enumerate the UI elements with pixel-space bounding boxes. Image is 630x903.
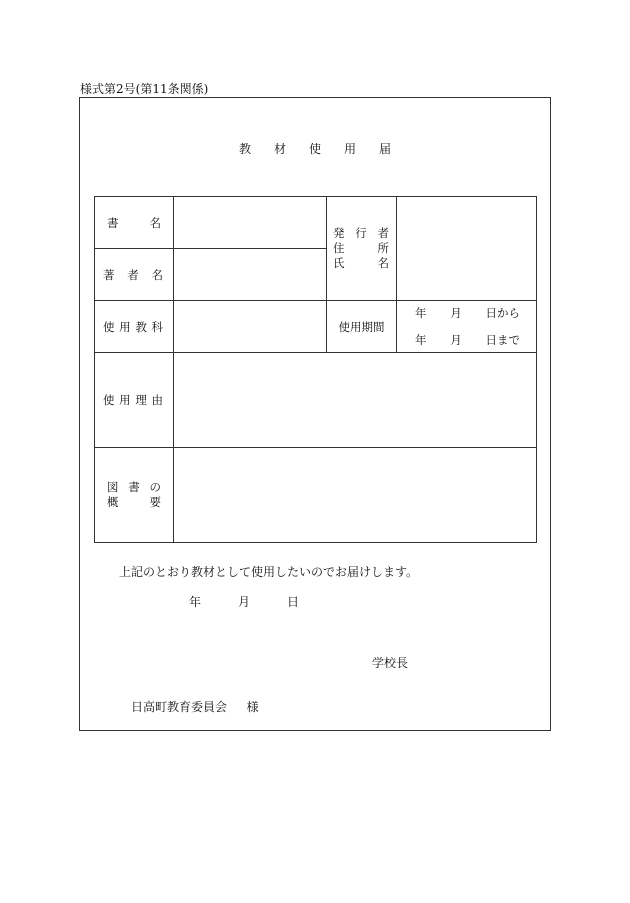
author-label: 著 者 名 <box>95 249 174 301</box>
book-name-field[interactable] <box>174 197 327 249</box>
publisher-field[interactable] <box>397 197 537 301</box>
principal-label: 学校長 <box>372 656 409 670</box>
subject-label: 使 用 教 科 <box>95 301 174 353</box>
period-field[interactable]: 年 月 日から 年 月 日まで <box>397 301 537 353</box>
form-number-label: 様式第2号(第11条関係) <box>80 82 209 96</box>
title-char: 使 <box>308 142 321 156</box>
title-char: 材 <box>273 142 286 156</box>
author-field[interactable] <box>174 249 327 301</box>
book-name-label: 書 名 <box>95 197 174 249</box>
honorific: 様 <box>246 700 259 714</box>
title-char: 教 <box>238 142 251 156</box>
overview-field[interactable] <box>174 448 537 543</box>
publisher-label: 発 行 者 住 所 氏 名 <box>327 197 397 301</box>
title-char: 用 <box>343 142 356 156</box>
date-year: 年 <box>189 595 202 609</box>
addressee-line <box>131 698 259 715</box>
date-line <box>189 593 299 610</box>
addressee-name: 日高町教育委員会 <box>131 700 228 714</box>
document-title <box>80 140 550 157</box>
reason-label: 使 用 理 由 <box>95 353 174 448</box>
overview-label: 図 書 の 概 要 <box>95 448 174 543</box>
statement-text: 上記のとおり教材として使用したいのでお届けします。 <box>119 565 419 579</box>
title-char: 届 <box>378 142 391 156</box>
period-label: 使用期間 <box>327 301 397 353</box>
date-day: 日 <box>286 595 299 609</box>
subject-field[interactable] <box>174 301 327 353</box>
date-month: 月 <box>237 595 250 609</box>
reason-field[interactable] <box>174 353 537 448</box>
application-table <box>94 196 537 543</box>
